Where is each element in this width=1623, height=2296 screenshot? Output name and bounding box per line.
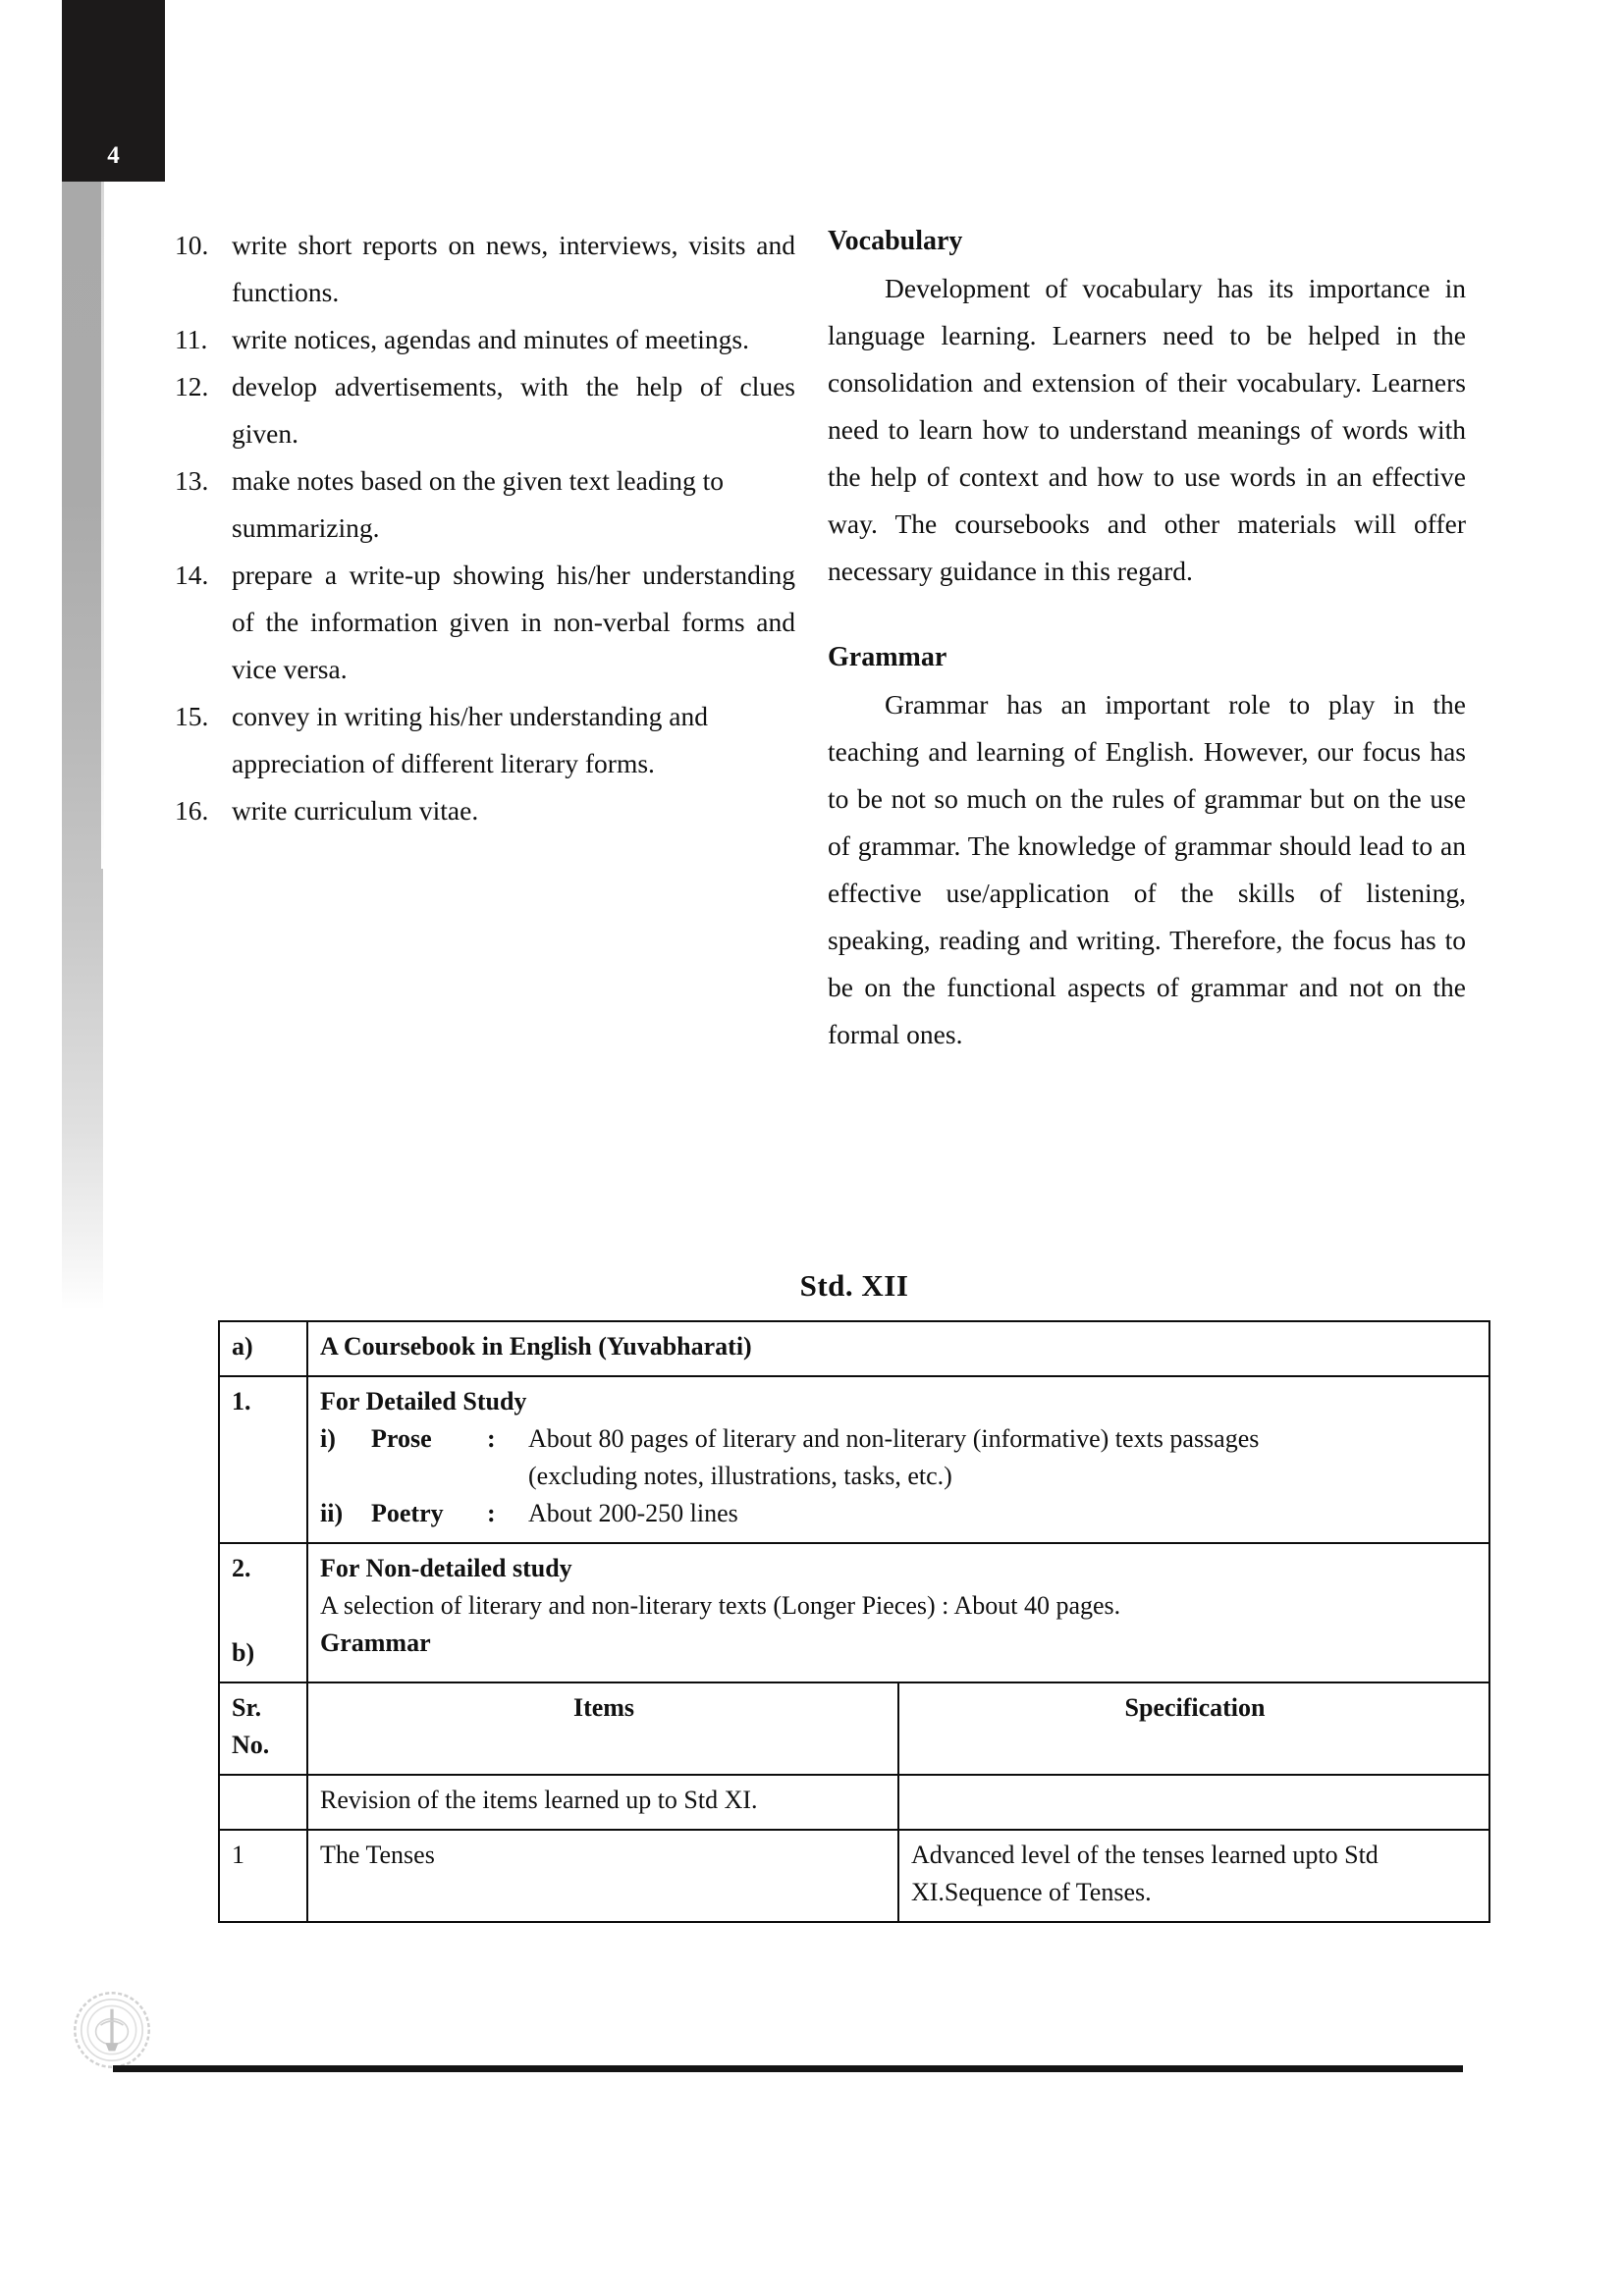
header-sr-no — [219, 1682, 307, 1775]
list-item — [167, 363, 795, 457]
prose-colon: : — [487, 1424, 496, 1453]
row-label-a: a) — [219, 1321, 307, 1376]
header-sr-line1: Sr. — [232, 1693, 262, 1722]
poetry-row — [320, 1495, 1479, 1532]
grammar-row-sr — [219, 1775, 307, 1830]
poetry-marker: ii) — [320, 1499, 344, 1527]
government-seal-icon — [72, 1990, 152, 2070]
row-label-2: 2. — [232, 1554, 251, 1582]
grammar-row-sr: 1 — [219, 1830, 307, 1922]
grammar-row-specification: Advanced level of the tenses learned upto Std XI.Sequence of Tenses. — [898, 1830, 1489, 1922]
detailed-study-title: For Detailed Study — [320, 1387, 527, 1415]
grammar-row-items: Revision of the items learned up to Std XI. — [307, 1775, 898, 1830]
detailed-study-cell — [307, 1376, 1489, 1543]
footer-rule — [113, 2065, 1463, 2072]
page-gutter-shadow — [62, 182, 103, 1310]
list-item-number: 10. — [175, 230, 209, 260]
prose-label: Prose — [371, 1424, 432, 1453]
list-item-number: 16. — [175, 795, 209, 826]
header-items: Items — [307, 1682, 898, 1775]
non-detailed-study-text: A selection of literary and non-literary texts (Longer Pieces) : About 40 pages. — [320, 1591, 1121, 1620]
vocabulary-paragraph: Development of vocabulary has its importance in language learning. Learners need to be helped in the consolidation and extension of their vocabulary. Learners need to learn how to understand meanings of words with the help of context and how to use words in an effective way. The coursebooks and other materials will offer necessary guidance in this regard. — [828, 273, 1466, 586]
list-item — [167, 787, 795, 834]
prose-value-continued: (excluding notes, illustrations, tasks, etc.) — [528, 1462, 952, 1490]
grammar-paragraph: Grammar has an important role to play in the teaching and learning of English. However, our focus has to be not so much on the rules of grammar but on the use of grammar. The knowledge of grammar should lead to an effective use/application of the skills of listening, speaking, reading and writing. Therefore, the focus has to be on the functional aspects of grammar and not on the formal ones. — [828, 689, 1466, 1049]
poetry-label: Poetry — [371, 1499, 444, 1527]
page-number: 4 — [107, 142, 120, 169]
row-label-2-b-cell — [219, 1543, 307, 1682]
poetry-colon: : — [487, 1499, 496, 1527]
list-item-text: develop advertisements, with the help of clues given. — [232, 371, 795, 449]
grammar-row-items: The Tenses — [307, 1830, 898, 1922]
list-item — [167, 316, 795, 363]
grammar-row-specification — [898, 1775, 1489, 1830]
poetry-value: About 200-250 lines — [528, 1499, 738, 1527]
coursebook-title: A Coursebook in English (Yuvabharati) — [307, 1321, 1489, 1376]
row-label-b: b) — [232, 1638, 255, 1667]
list-item-number: 15. — [175, 701, 209, 731]
list-item-text: write curriculum vitae. — [232, 795, 479, 826]
list-item-number: 14. — [175, 560, 209, 590]
prose-value: About 80 pages of literary and non-literary (informative) texts passages — [528, 1424, 1260, 1453]
list-item-text: write short reports on news, interviews, visits and functions. — [232, 230, 795, 307]
list-item-text: prepare a write-up showing his/her understanding of the information given in non-verbal forms and vice versa. — [232, 560, 795, 684]
table-row — [219, 1543, 1489, 1682]
vocabulary-heading: Vocabulary — [828, 226, 963, 256]
grammar-heading: Grammar — [828, 642, 947, 672]
list-item-number: 11. — [175, 324, 208, 354]
table-row — [219, 1830, 1489, 1922]
prose-marker: i) — [320, 1424, 336, 1453]
table-row — [219, 1321, 1489, 1376]
header-sr-line2: No. — [232, 1731, 270, 1759]
list-item-text: make notes based on the given text leading to summarizing. — [232, 465, 724, 543]
page-gutter-edge — [101, 182, 104, 869]
list-item — [167, 457, 795, 552]
non-detailed-study-cell — [307, 1543, 1489, 1682]
table-header-row — [219, 1682, 1489, 1775]
syllabus-table — [218, 1320, 1490, 1923]
page-title: Std. XII — [799, 1268, 909, 1303]
list-item — [167, 693, 795, 787]
list-item-text: write notices, agendas and minutes of meetings. — [232, 324, 749, 354]
prose-row — [320, 1420, 1479, 1458]
header-specification: Specification — [898, 1682, 1489, 1775]
list-item — [167, 222, 795, 316]
row-label-1: 1. — [219, 1376, 307, 1543]
grammar-section-title: Grammar — [320, 1629, 431, 1657]
table-row — [219, 1775, 1489, 1830]
list-item — [167, 552, 795, 693]
table-row — [219, 1376, 1489, 1543]
left-column — [167, 222, 795, 834]
list-item-text: convey in writing his/her understanding and appreciation of different literary forms. — [232, 701, 708, 778]
list-item-number: 12. — [175, 371, 209, 401]
non-detailed-study-title: For Non-detailed study — [320, 1554, 572, 1582]
list-item-number: 13. — [175, 465, 209, 496]
right-column — [828, 222, 1466, 1058]
